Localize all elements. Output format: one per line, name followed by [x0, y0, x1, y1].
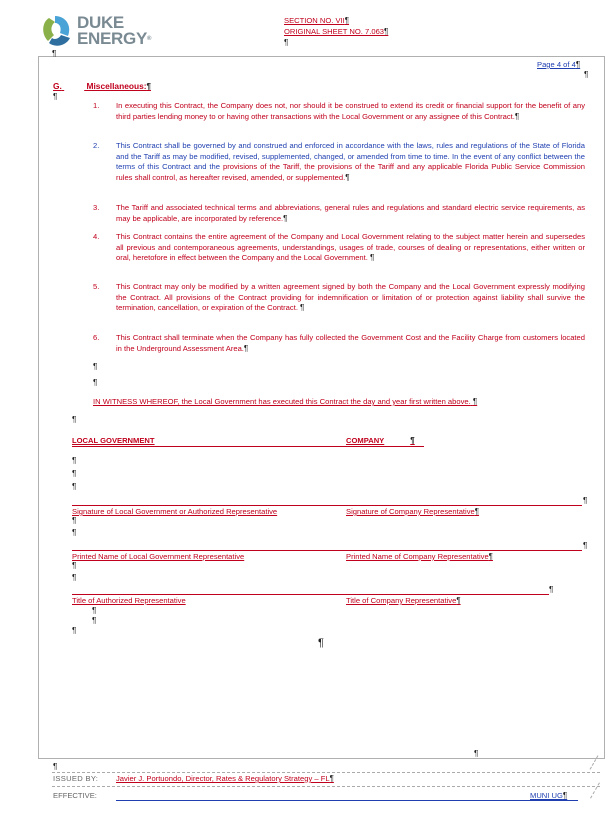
page-indicator-pilcrow: ¶ [584, 70, 589, 79]
party-local-government: LOCAL GOVERNMENT [72, 436, 155, 445]
logo-wordmark [77, 15, 151, 47]
title-line [72, 594, 549, 595]
item-number: 3. [93, 203, 100, 212]
frame-pilcrow: ¶ [52, 49, 57, 58]
printed-name-label-local: Printed Name of Local Government Representative [72, 552, 245, 561]
item-number: 4. [93, 232, 100, 241]
empty-paragraph: ¶ [72, 469, 77, 478]
item-number: 5. [93, 282, 100, 291]
signature-label-company: Signature of Company Representative¶ [346, 507, 480, 516]
empty-paragraph: ¶ [72, 528, 77, 537]
party-company: COMPANY ¶ [346, 436, 415, 445]
duke-energy-logo [40, 14, 74, 53]
line-pilcrow: ¶ [583, 541, 588, 550]
logo-word-energy: ENERGY® [77, 29, 152, 48]
empty-paragraph: ¶ [72, 415, 77, 424]
witness-statement: IN WITNESS WHEREOF, the Local Government has executed this Contract the day and year first written above. ¶ [93, 397, 478, 406]
issued-by-value: Javier J. Portuondo, Director, Rates & Regulatory Strategy – FL¶ [116, 774, 334, 783]
section-number: SECTION NO. VII¶ [284, 16, 350, 25]
item-text: In executing this Contract, the Company does not, nor should it be construed to extend its credit or financial support for the benefit of any third parties lending money to or having other transactions with the Local Government or any assignee of this Contract.¶ [116, 101, 585, 121]
list-item [93, 203, 585, 225]
empty-paragraph: ¶ [72, 626, 77, 635]
item-text: This Contract may only be modified by a written agreement signed by both the Company and the Local Government expressly modifying the Contract. All provisions of the Contract providing for indemnification or limitation of or protection against liability shall survive the termination, cancellation, or expiration of the Contract. ¶ [116, 282, 585, 313]
frame-bottom-pilcrow: ¶ [474, 749, 479, 758]
page-indicator: Page 4 of 4¶ [537, 60, 581, 69]
list-item [93, 101, 585, 135]
empty-paragraph: ¶ [72, 516, 77, 525]
duke-energy-logo-mark-icon [40, 14, 74, 48]
empty-paragraph: ¶ [72, 573, 77, 582]
title-label-local: Title of Authorized Representative [72, 596, 186, 605]
empty-paragraph: ¶ [92, 616, 97, 625]
item-number: 2. [93, 141, 100, 150]
header-pilcrow: ¶ [284, 38, 289, 47]
list-item [93, 141, 585, 195]
parties-underline [72, 446, 424, 447]
signature-label-local: Signature of Local Government or Authorized Representative [72, 507, 278, 516]
line-pilcrow: ¶ [583, 496, 588, 505]
corner-mark [590, 782, 600, 798]
effective-label: EFFECTIVE: [53, 791, 97, 800]
list-item [93, 232, 585, 276]
effective-underline [116, 800, 578, 801]
empty-paragraph: ¶ [72, 456, 77, 465]
center-pilcrow: ¶ [318, 637, 324, 649]
logo-word-duke: DUKE [77, 13, 124, 32]
tariff-code: MUNI UG¶ [530, 791, 568, 800]
empty-paragraph: ¶ [92, 606, 97, 615]
item-number: 1. [93, 101, 100, 110]
item-text: This Contract contains the entire agreement of the Company and Local Government relating to the subject matter herein and supersedes all previous and contemporaneous agreements, understandings, usages of trade, courses of dealing or representations, either written or oral, heretofore in effect between the Company and the Local Government. ¶ [116, 232, 585, 263]
issued-by-label: ISSUED BY: [53, 774, 99, 783]
section-letter: G. [53, 81, 62, 91]
list-item [93, 333, 585, 355]
empty-paragraph: ¶ [93, 362, 98, 371]
footer-pilcrow: ¶ [53, 762, 58, 771]
item-number: 6. [93, 333, 100, 342]
sheet-number: ORIGINAL SHEET NO. 7.063¶ [284, 27, 389, 36]
signature-line [72, 505, 582, 506]
empty-paragraph: ¶ [93, 378, 98, 387]
section-heading: G. Miscellaneous:¶ [53, 81, 151, 91]
footer-separator [52, 786, 600, 787]
printed-name-label-company: Printed Name of Company Representative¶ [346, 552, 493, 561]
section-title: Miscellaneous: [86, 81, 147, 91]
empty-paragraph: ¶ [72, 561, 77, 570]
item-text: This Contract shall terminate when the Company has fully collected the Government Cost and the Facility Charge from customers located in the Underground Assessment Area.¶ [116, 333, 585, 353]
empty-paragraph: ¶ [72, 482, 77, 491]
line-pilcrow: ¶ [549, 585, 554, 594]
title-label-company: Title of Company Representative¶ [346, 596, 461, 605]
item-text: The Tariff and associated technical terms and abbreviations, general rules and regulations and standard electric service requirements, as may be applicable, are incorporated by reference.¶ [116, 203, 585, 223]
heading-pilcrow: ¶ [53, 92, 58, 101]
footer-separator [52, 772, 600, 773]
list-item [93, 282, 585, 326]
printed-name-line [72, 550, 582, 551]
item-text: This Contract shall be governed by and construed and enforced in accordance with the laws, rules and regulations of the State of Florida and the Tariff as may be modified, revised, supplemented, changed, or amended from time to time. In the event of any conflict between the terms of this Contract and the provisions of the Tariff, the provisions of the Tariff and any applicable Florida Public Service Commission rules shall control, as hereafter revised, amended, or supplemented.¶ [116, 141, 585, 182]
